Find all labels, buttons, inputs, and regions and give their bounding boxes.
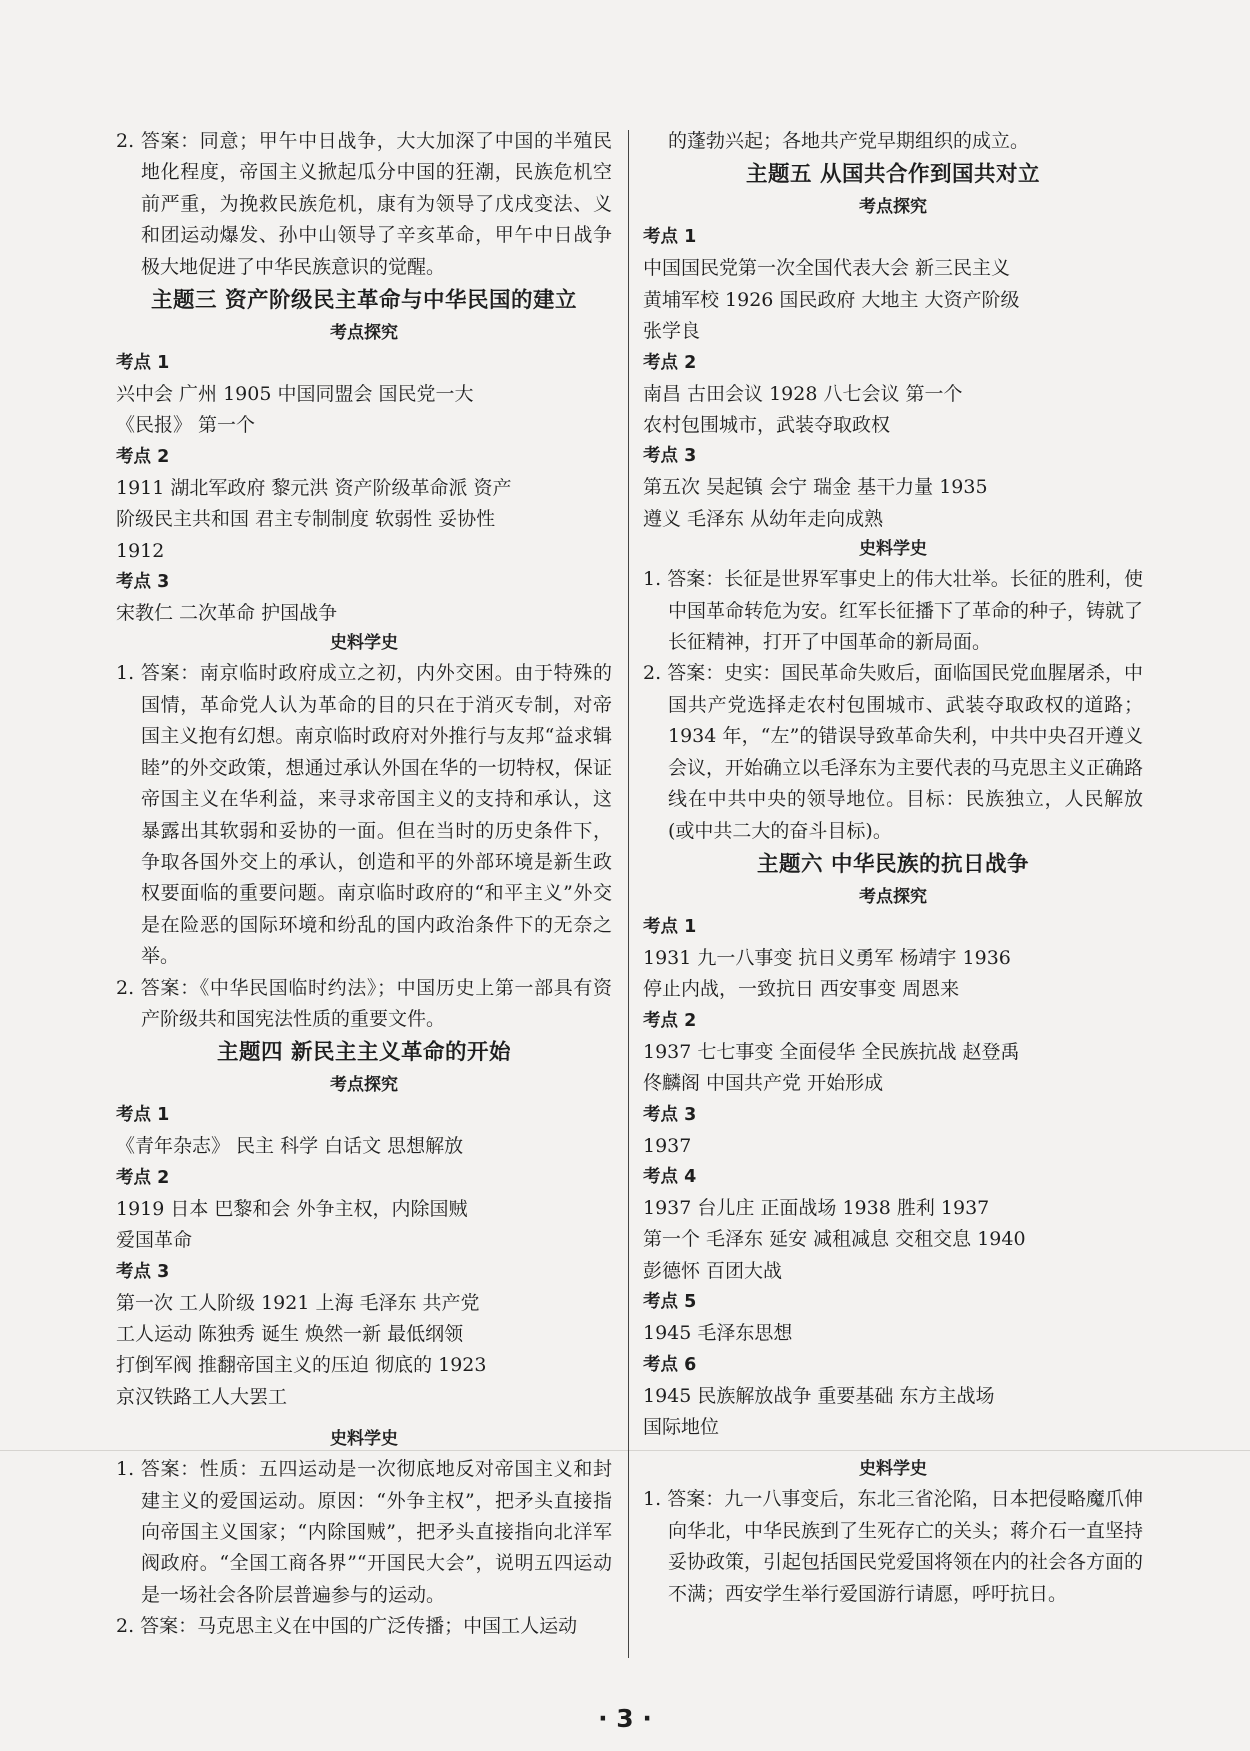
topic-6-kd3-label: 考点 3: [643, 1104, 697, 1125]
topic-4-kd1-line: 《青年杂志》 民主 科学 白话文 思想解放: [116, 1135, 464, 1158]
topic-4-answer-1: 1. 答案：性质：五四运动是一次彻底地反对帝国主义和封建主义的爱国运动。原因：“外争主权”，把矛头直接指向帝国主义国家；“内除国贼”，把矛头直接指向北洋军阀政府。“全国工商各界”“开国民大会”，说明五四运动是一场社会各阶层普遍参与的运动。: [116, 1458, 612, 1606]
topic-3-title: 主题三 资产阶级民主革命与中华民国的建立: [151, 288, 577, 314]
topic-4-kd3-line: 京汉铁路工人大罢工: [116, 1385, 288, 1408]
topic-3-kd1-line: 兴中会 广州 1905 中国同盟会 国民党一大: [116, 383, 474, 406]
topic-5-kd1-line: 中国国民党第一次全国代表大会 新三民主义: [643, 257, 1011, 280]
topic-5-kd2-label: 考点 2: [643, 352, 697, 373]
topic-5-kd3-label: 考点 3: [643, 446, 697, 467]
topic-6-kd1-line: 1931 九一八事变 抗日义勇军 杨靖宇 1936: [643, 946, 1011, 969]
topic-5-answer-2: 2. 答案：史实：国民革命失败后，面临国民党血腥屠杀，中国共产党选择走农村包围城市、武装夺取政权的道路；1934 年，“左”的错误导致革命失利，中共中央召开遵义会议，开始确立以毛泽东为主要代表的马克思主义正确路线在中共中央的领导地位。目标：民族独立，人民解放(或中共二大的奋斗目标)。: [643, 662, 1144, 842]
topic-5-shiliao-heading: 史料学史: [859, 539, 927, 560]
topic-5-kd2-line: 农村包围城市，武装夺取政权: [643, 414, 891, 437]
page-number: · 3 ·: [598, 1704, 652, 1733]
topic-6-kd1-line: 停止内战，一致抗日 西安事变 周恩来: [643, 978, 960, 1001]
topic-5-answer-1: 1. 答案：长征是世界军事史上的伟大壮举。长征的胜利，使中国革命转危为安。红军长征播下了革命的种子，铸就了长征精神，打开了中国革命的新局面。: [643, 568, 1144, 654]
topic-3-kd3-line: 宋教仁 二次革命 护国战争: [116, 602, 338, 625]
column-divider: [628, 130, 629, 1658]
topic-4-kd2-line: 爱国革命: [116, 1229, 193, 1252]
topic-3-kd2-line: 1911 湖北军政府 黎元洪 资产阶级革命派 资产: [116, 476, 512, 499]
topic-5-kaodian-heading: 考点探究: [859, 197, 927, 218]
topic-3-shiliao-heading: 史料学史: [330, 633, 398, 654]
topic-3-kd2-line: 阶级民主共和国 君主专制制度 软弱性 妥协性: [116, 508, 496, 531]
topic-5-kd2-line: 南昌 古田会议 1928 八七会议 第一个: [643, 382, 963, 405]
topic-3-kaodian-heading: 考点探究: [330, 323, 398, 344]
topic-4-shiliao-heading: 史料学史: [330, 1429, 398, 1450]
topic-4-kd2-line: 1919 日本 巴黎和会 外争主权，内除国贼: [116, 1197, 468, 1220]
topic-6-answer-1: 1. 答案：九一八事变后，东北三省沦陷，日本把侵略魔爪伸向华北，中华民族到了生死存亡的关头；蒋介石一直坚持妥协政策，引起包括国民党爱国将领在内的社会各方面的不满；西安学生举行爱国游行请愿，呼吁抗日。: [643, 1488, 1144, 1605]
left-column: [116, 126, 612, 1643]
topic-6-title: 主题六 中华民族的抗日战争: [757, 851, 1029, 877]
topic-3-kd1-line: 《民报》 第一个: [116, 414, 256, 437]
topic-4-kd1-label: 考点 1: [116, 1105, 170, 1126]
topic-6-kd6-label: 考点 6: [643, 1354, 697, 1375]
right-column: [643, 126, 1143, 1610]
topic-6-kd6-line: 1945 民族解放战争 重要基础 东方主战场: [643, 1384, 995, 1407]
topic-3-kd2-line: 1912: [116, 539, 165, 562]
topic-6-shiliao-heading: 史料学史: [859, 1459, 927, 1480]
topic-6-kd3-line: 1937: [643, 1134, 692, 1157]
topic-5-kd1-line: 张学良: [643, 320, 701, 343]
topic-6-kaodian-heading: 考点探究: [859, 886, 927, 907]
topic-4-kd2-label: 考点 2: [116, 1167, 170, 1188]
topic-4-title: 主题四 新民主主义革命的开始: [217, 1040, 511, 1066]
topic-6-kd2-line: 1937 七七事变 全面侵华 全民族抗战 赵登禹: [643, 1040, 1020, 1063]
answer-continued: 2. 答案：同意；甲午中日战争，大大加深了中国的半殖民地化程度，帝国主义掀起瓜分中国的狂潮，民族危机空前严重，为挽救民族危机，康有为领导了戊戌变法、义和团运动爆发、孙中山领导了辛亥革命，甲午中日战争极大地促进了中华民族意识的觉醒。: [116, 130, 612, 278]
topic-6-kd4-line: 第一个 毛泽东 延安 减租减息 交租交息 1940: [643, 1228, 1026, 1251]
topic-5-kd3-line: 第五次 吴起镇 会宁 瑞金 基干力量 1935: [643, 476, 988, 499]
answer-continued: 的蓬勃兴起；各地共产党早期组织的成立。: [668, 130, 1030, 152]
topic-4-answer-2: 2. 答案：马克思主义在中国的广泛传播；中国工人运动: [116, 1615, 578, 1638]
topic-6-kd4-line: 1937 台儿庄 正面战场 1938 胜利 1937: [643, 1196, 990, 1219]
topic-4-kaodian-heading: 考点探究: [330, 1075, 398, 1096]
topic-3-kd1-label: 考点 1: [116, 353, 170, 374]
topic-6-kd6-line: 国际地位: [643, 1415, 720, 1438]
topic-6-kd5-line: 1945 毛泽东思想: [643, 1322, 793, 1345]
topic-4-kd3-label: 考点 3: [116, 1261, 170, 1282]
topic-4-kd3-line: 第一次 工人阶级 1921 上海 毛泽东 共产党: [116, 1291, 480, 1314]
topic-6-kd1-label: 考点 1: [643, 916, 697, 937]
topic-3-kd2-label: 考点 2: [116, 446, 170, 467]
topic-6-kd5-label: 考点 5: [643, 1292, 697, 1313]
topic-5-kd1-label: 考点 1: [643, 227, 697, 248]
topic-4-kd3-line: 打倒军阀 推翻帝国主义的压迫 彻底的 1923: [116, 1354, 487, 1377]
topic-3-answer-1: 1. 答案：南京临时政府成立之初，内外交困。由于特殊的国情，革命党人认为革命的目的只在于消灭专制，对帝国主义抱有幻想。南京临时政府对外推行与友邦“益求辑睦”的外交政策，想通过承认外国在华的一切特权，保证帝国主义在华利益，来寻求帝国主义的支持和承认，这暴露出其软弱和妥协的一面。但在当时的历史条件下，争取各国外交上的承认，创造和平的外部环境是新生政权要面临的重要问题。南京临时政府的“和平主义”外交是在险恶的国际环境和纷乱的国内政治条件下的无奈之举。: [116, 662, 612, 968]
topic-5-kd1-line: 黄埔军校 1926 国民政府 大地主 大资产阶级: [643, 288, 1020, 311]
topic-6-kd2-line: 佟麟阁 中国共产党 开始形成: [643, 1072, 884, 1095]
topic-3-answer-2: 2. 答案：《中华民国临时约法》；中国历史上第一部具有资产阶级共和国宪法性质的重要文件。: [116, 976, 612, 1030]
topic-5-title: 主题五 从国共合作到国共对立: [746, 162, 1040, 188]
topic-6-kd4-line: 彭德怀 百团大战: [643, 1259, 783, 1282]
topic-3-kd3-label: 考点 3: [116, 572, 170, 593]
topic-4-kd3-line: 工人运动 陈独秀 诞生 焕然一新 最低纲领: [116, 1322, 464, 1345]
topic-5-kd3-line: 遵义 毛泽东 从幼年走向成熟: [643, 507, 884, 530]
topic-6-kd4-label: 考点 4: [643, 1166, 697, 1187]
topic-6-kd2-label: 考点 2: [643, 1010, 697, 1031]
